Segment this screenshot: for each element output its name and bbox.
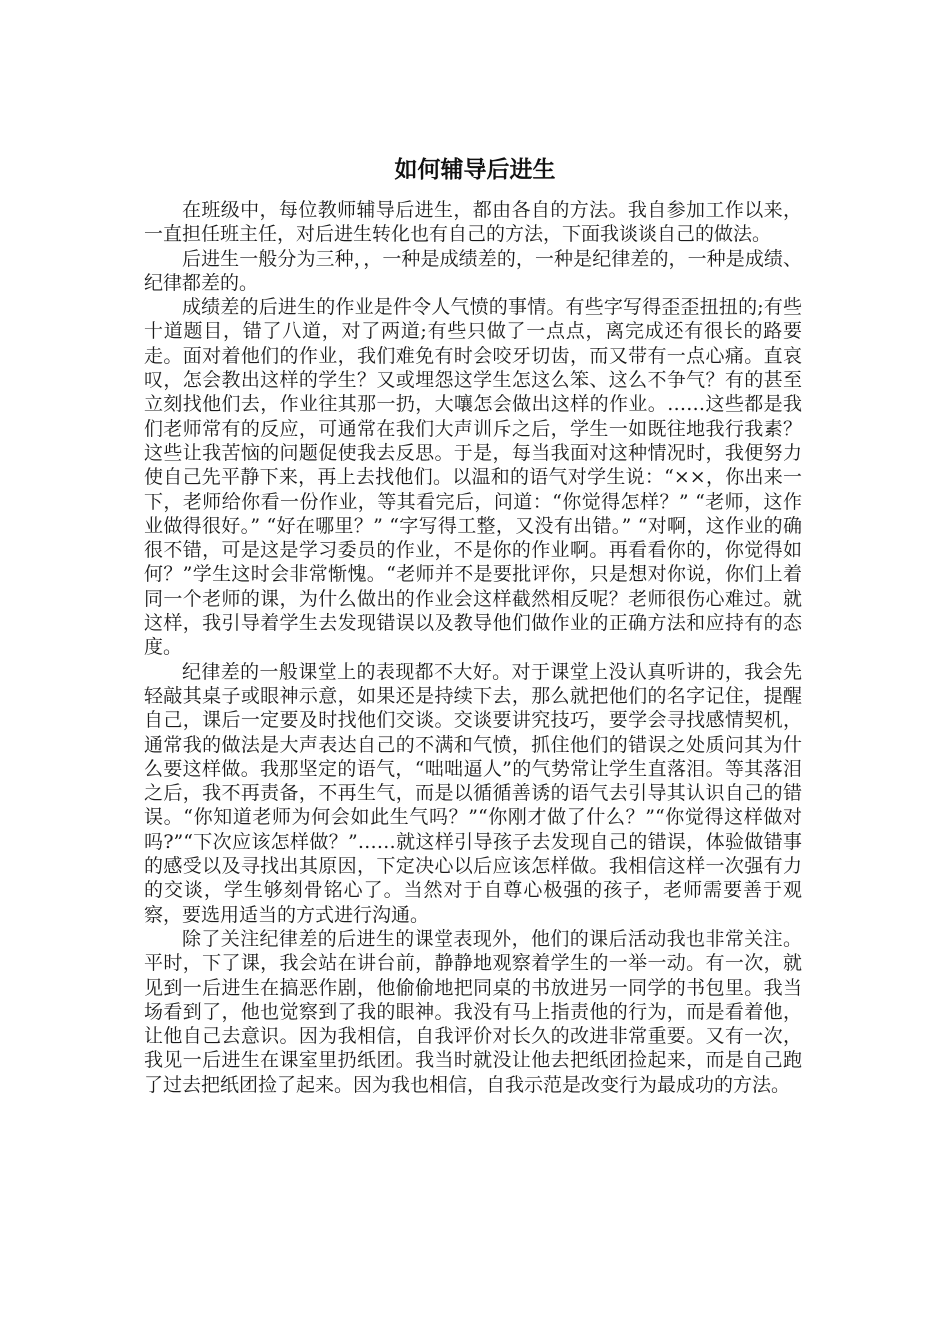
body-text <box>144 198 802 1097</box>
paragraph-after-class: 除了关注纪律差的后进生的课堂表现外，他们的课后活动我也非常关注。平时，下了课，我会站在讲台前，静静地观察着学生的一举一动。有一次，就见到一后进生在搞恶作剧，他偷偷地把同桌的书放进另一同学的书包里。我当场看到了，他也觉察到了我的眼神。我没有马上指责他的行为，而是看着他，让他自己去意识。因为我相信，自我评价对长久的改进非常重要。又有一次，我见一后进生在课室里扔纸团。我当时就没让他去把纸团捡起来，而是自己跑了过去把纸团捡了起来。因为我也相信，自我示范是改变行为最成功的方法。 <box>144 927 802 1096</box>
paragraph-poor-discipline: 纪律差的一般课堂上的表现都不大好。对于课堂上没认真听讲的，我会先轻敲其桌子或眼神示意，如果还是持续下去，那么就把他们的名字记住，提醒自己，课后一定要及时找他们交谈。交谈要讲究技巧，要学会寻找感情契机，通常我的做法是大声表达自己的不满和气愤，抓住他们的错误之处质问其为什么要这样做。我那坚定的语气，“咄咄逼人”的气势常让学生直落泪。等其落泪之后，我不再责备，不再生气，而是以循循善诱的语气去引导其认识自己的错误。“你知道老师为何会如此生气吗？”“你刚才做了什么？”“你觉得这样做对吗?”“下次应该怎样做？”……就这样引导孩子去发现自己的错误，体验做错事的感受以及寻找出其原因，下定决心以后应该怎样做。我相信这样一次强有力的交谈，学生够刻骨铭心了。当然对于自尊心极强的孩子，老师需要善于观察，要选用适当的方式进行沟通。 <box>144 660 802 926</box>
page-title: 如何辅导后进生 <box>394 157 556 183</box>
paragraph-types: 后进生一般分为三种，，一种是成绩差的，一种是纪律差的，一种是成绩、纪律都差的。 <box>144 247 802 294</box>
paragraph-poor-grades: 成绩差的后进生的作业是件令人气愤的事情。有些字写得歪歪扭扭的;有些十道题目，错了八道，对了两道;有些只做了一点点，离完成还有很长的路要走。面对着他们的作业，我们难免有时会咬牙切齿，而又带有一点心痛。直哀叹，怎会教出这样的学生？又或埋怨这学生怎这么笨、这么不争气？有的甚至立刻找他们去，作业往其那一扔，大嚷怎会做出这样的作业。……这些都是我们老师常有的反应，可通常在我们大声训斥之后，学生一如既往地我行我素？这些让我苦恼的问题促使我去反思。于是，每当我面对这种情况时，我便努力使自己先平静下来，再上去找他们。以温和的语气对学生说：“××，你出来一下，老师给你看一份作业，等其看完后，问道：“你觉得怎样？” “老师，这作业做得很好。” “好在哪里？” “字写得工整，又没有出错。” “对啊，这作业的确很不错，可是这是学习委员的作业，不是你的作业啊。再看看你的，你觉得如何？”学生这时会非常惭愧。“老师并不是要批评你，只是想对你说，你们上着同一个老师的课，为什么做出的作业会这样截然相反呢？老师很伤心难过。就这样，我引导着学生去发现错误以及教导他们做作业的正确方法和应持有的态度。 <box>144 296 802 659</box>
paragraph-intro: 在班级中，每位教师辅导后进生，都由各自的方法。我自参加工作以来，一直担任班主任，对后进生转化也有自己的方法，下面我谈谈自己的做法。 <box>144 199 802 246</box>
